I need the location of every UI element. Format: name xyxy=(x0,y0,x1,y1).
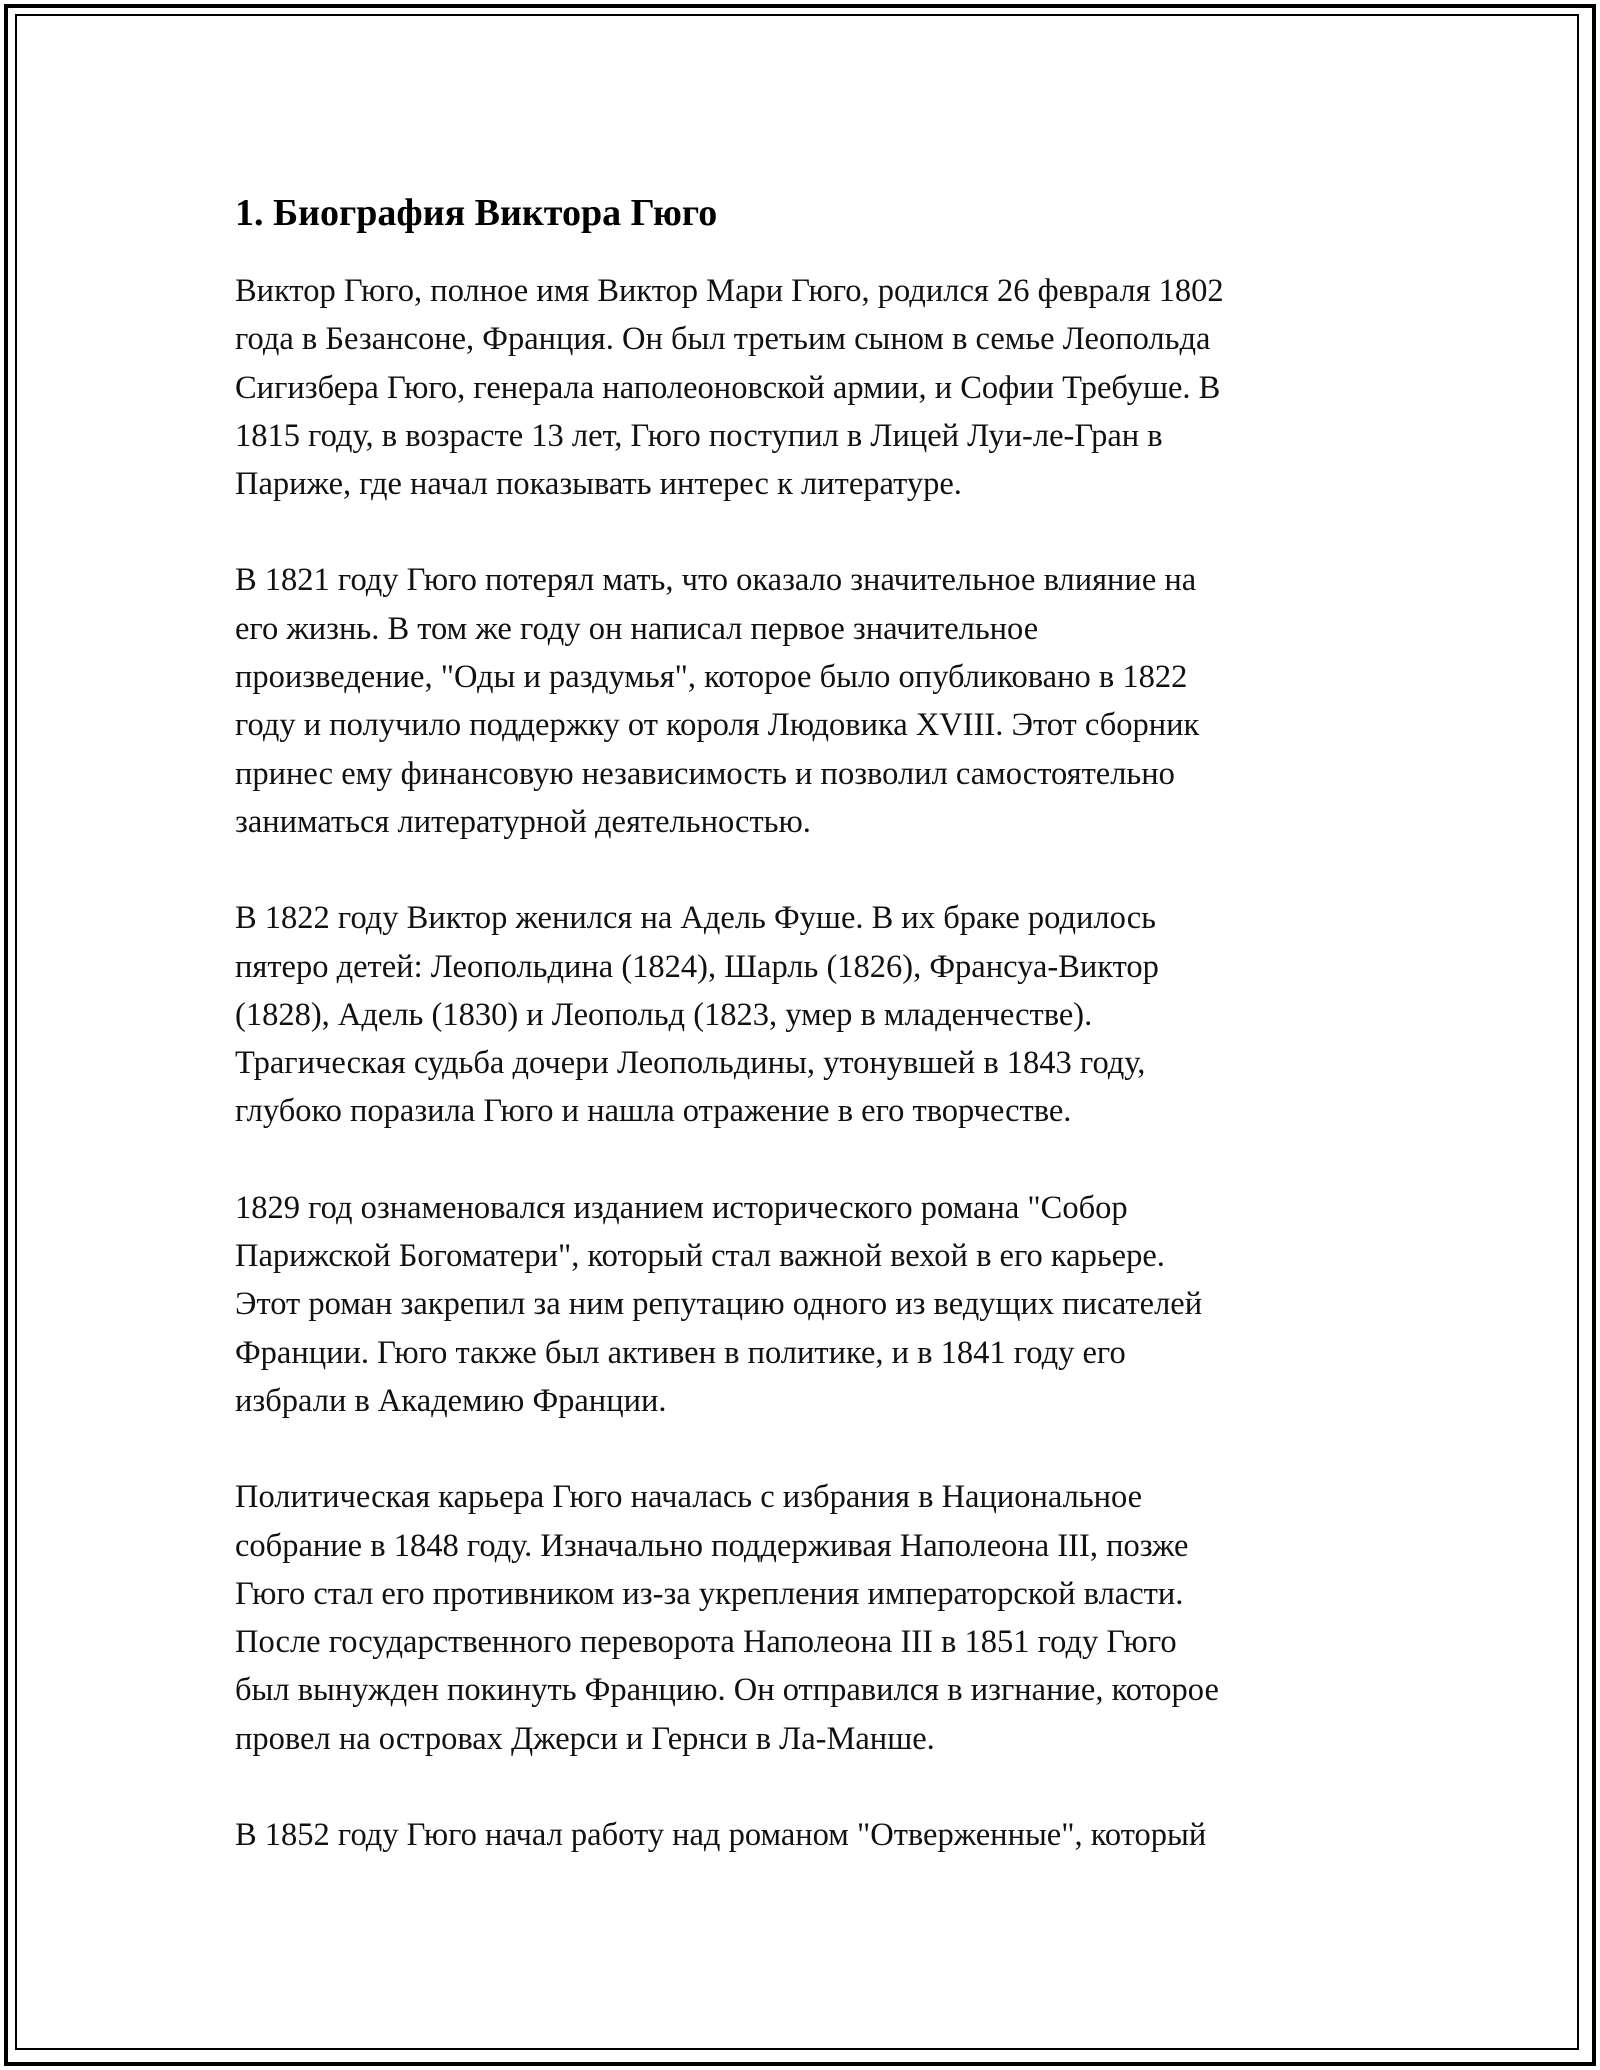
text-line: собрание в 1848 году. Изначально поддерживая Наполеона III, позже xyxy=(235,1527,1189,1564)
paragraph-6 xyxy=(235,1811,1385,1859)
text-line: В 1852 году Гюго начал работу над романом "Отверженные", который xyxy=(235,1817,1207,1854)
text-line: (1828), Адель (1830) и Леопольд (1823, умер в младенчестве). xyxy=(235,996,1093,1033)
paragraph-2 xyxy=(235,556,1385,846)
text-line: Франции. Гюго также был активен в политике, и в 1841 году его xyxy=(235,1334,1126,1371)
paragraph-1 xyxy=(235,267,1385,508)
text-line: произведение, "Оды и раздумья", которое было опубликовано в 1822 xyxy=(235,659,1188,696)
text-line: году и получило поддержку от короля Людовика XVIII. Этот сборник xyxy=(235,707,1200,744)
section-heading: 1. Биография Виктора Гюго xyxy=(235,192,718,234)
text-line: Этот роман закрепил за ним репутацию одного из ведущих писателей xyxy=(235,1286,1203,1323)
text-line: провел на островах Джерси и Гернси в Ла-Манше. xyxy=(235,1720,935,1757)
text-line: глубоко поразила Гюго и нашла отражение в его творчестве. xyxy=(235,1093,1072,1130)
text-line: Виктор Гюго, полное имя Виктор Мари Гюго, родился 26 февраля 1802 xyxy=(235,273,1224,309)
text-line: его жизнь. В том же году он написал первое значительное xyxy=(235,610,1039,647)
text-line: В 1822 году Виктор женился на Адель Фуше. В их браке родилось xyxy=(235,900,1156,937)
text-line: Сигизбера Гюго, генерала наполеоновской армии, и Софии Требуше. В xyxy=(235,369,1221,406)
text-line: Парижской Богоматери", который стал важной вехой в его карьере. xyxy=(235,1238,1165,1275)
text-line: принес ему финансовую независимость и позволил самостоятельно xyxy=(235,755,1175,792)
text-line: После государственного переворота Наполеона III в 1851 году Гюго xyxy=(235,1624,1177,1661)
text-line: 1815 году, в возрасте 13 лет, Гюго поступил в Лицей Луи-ле-Гран в xyxy=(235,417,1163,454)
text-line: Трагическая судьба дочери Леопольдины, утонувшей в 1843 году, xyxy=(235,1045,1146,1082)
text-line: года в Безансоне, Франция. Он был третьим сыном в семье Леопольда xyxy=(235,321,1211,358)
paragraph-5 xyxy=(235,1473,1385,1763)
text-line: пятеро детей: Леопольдина (1824), Шарль (1826), Франсуа-Виктор xyxy=(235,948,1159,985)
text-line: был вынужден покинуть Францию. Он отправился в изгнание, которое xyxy=(235,1672,1219,1709)
text-line: Гюго стал его противником из-за укрепления императорской власти. xyxy=(235,1575,1184,1612)
text-line: заниматься литературной деятельностью. xyxy=(235,803,811,840)
document-body xyxy=(235,185,1385,1907)
paragraph-3 xyxy=(235,894,1385,1135)
text-line: Париже, где начал показывать интерес к литературе. xyxy=(235,466,962,503)
paragraph-4 xyxy=(235,1184,1385,1425)
text-line: 1829 год ознаменовался изданием исторического романа "Собор xyxy=(235,1189,1128,1226)
text-line: избрали в Академию Франции. xyxy=(235,1382,667,1419)
text-line: В 1821 году Гюго потерял мать, что оказало значительное влияние на xyxy=(235,562,1197,599)
text-line: Политическая карьера Гюго началась с избрания в Национальное xyxy=(235,1479,1143,1516)
